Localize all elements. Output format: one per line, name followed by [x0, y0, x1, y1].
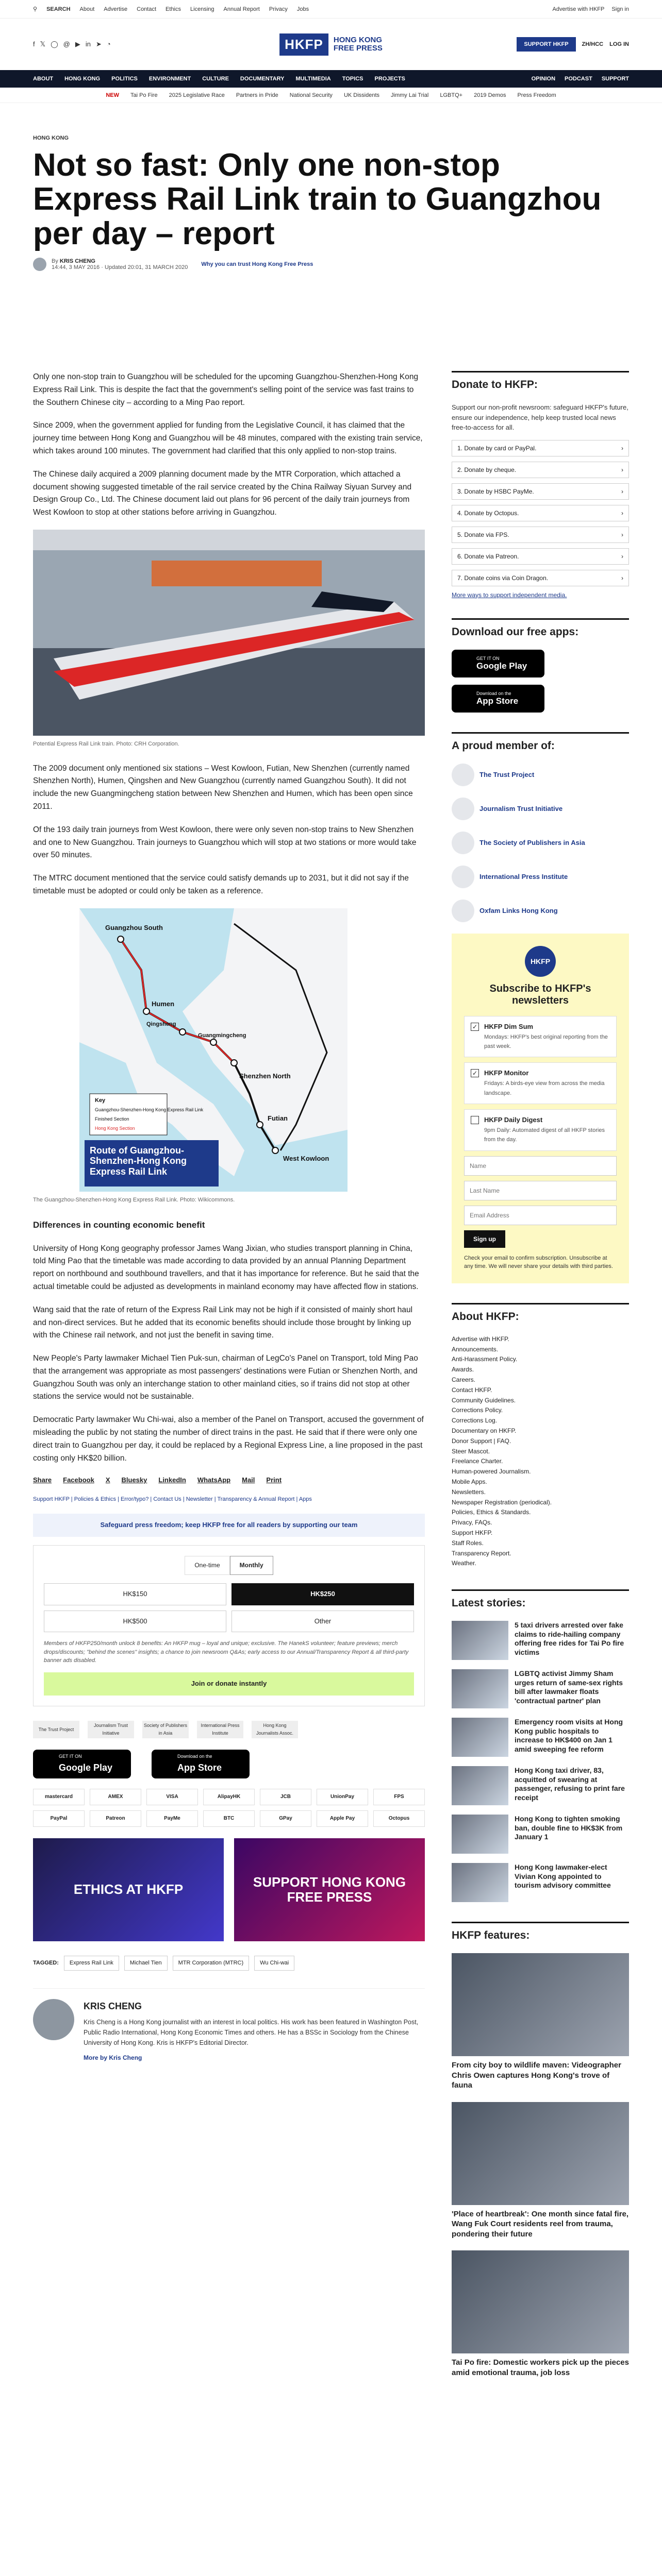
advertise-link[interactable]: Advertise with HKFP	[552, 6, 605, 12]
map-label: Guangzhou South	[105, 923, 163, 931]
store-small: GET IT ON	[476, 655, 500, 661]
instagram-icon[interactable]: ◯	[51, 40, 58, 48]
about-link[interactable]: Corrections Log.	[452, 1417, 498, 1425]
latest-heading: Latest stories:	[452, 1589, 629, 1615]
payment-logo: PayMe	[146, 1810, 198, 1827]
donate-option-label: 4. Donate by Octopus.	[457, 509, 519, 517]
newsletter-name: HKFP Dim Sum	[484, 1022, 534, 1030]
newsletter-logo: HKFP	[525, 946, 556, 977]
util-link-ethics[interactable]: Ethics	[166, 6, 181, 12]
org-logo	[452, 900, 474, 922]
payment-logo: UnionPay	[317, 1789, 368, 1805]
util-link-contact[interactable]: Contact	[137, 6, 157, 12]
ipi-badge[interactable]: International Press Institute	[197, 1721, 243, 1738]
site-header	[0, 19, 662, 70]
newsletter-signup	[452, 934, 629, 1283]
payment-logo: mastercard	[33, 1789, 85, 1805]
member-org[interactable]	[452, 900, 629, 922]
about-links	[452, 1334, 629, 1569]
payment-logo: FPS	[373, 1789, 425, 1805]
about-link[interactable]: Contact HKFP.	[452, 1386, 492, 1394]
paragraph: New People's Party lawmaker Michael Tien Puk-sun, chairman of LegCo's Panel on Transport, told Ming Pao that the arrangement was appropriate as most passengers' destinations were Futian or Shenzhen North, and Guangzhou South was only an interchange station to other mainland cities, so if trains did not stop at other stations the service would not be sustainable.	[33, 1354, 418, 1401]
amount-grid	[44, 1583, 414, 1633]
nav-item-about[interactable]: ABOUT	[33, 76, 54, 82]
map-banner: Route of Guangzhou-Shenzhen-Hong Kong Express Rail Link	[90, 1145, 187, 1177]
donate-option[interactable]	[452, 527, 629, 543]
frequency-toggle	[44, 1556, 414, 1575]
donate-option[interactable]	[452, 462, 629, 478]
publish-date: 14:44, 3 MAY 2016	[52, 264, 100, 270]
org-name: The Society of Publishers in Asia	[479, 839, 585, 846]
nav-item-support[interactable]: SUPPORT	[601, 76, 629, 82]
photo-caption: Potential Express Rail Link train. Photo: CRH Corporation.	[33, 740, 179, 747]
trending-link[interactable]: National Security	[289, 92, 333, 98]
donate-option-label: 2. Donate by cheque.	[457, 466, 517, 473]
store-big: Google Play	[476, 660, 527, 671]
donate-option[interactable]	[452, 440, 629, 456]
membership-note: Members of HKFP250/month unlock 8 benefits: An HKFP mug – loyal and unique; exclusive. The HanekS volunteer; feature previews; merch drops/discounts; "behind the scenes" insights; a chance to join newsroom Q&As; early access to our Annual/Transparency Report & all third-party banner ads disabled.	[44, 1640, 409, 1664]
google-play-button[interactable]	[33, 1750, 131, 1778]
email-input[interactable]	[464, 1206, 617, 1225]
train-photo	[33, 530, 425, 736]
org-name: Journalism Trust Initiative	[479, 805, 563, 812]
about-link[interactable]: Corrections Policy.	[452, 1406, 503, 1414]
share-bluesky[interactable]: Bluesky	[121, 1476, 147, 1484]
newsletter-desc: 9pm Daily: Automated digest of all HKFP stories from the day.	[484, 1127, 605, 1143]
author-avatar-large	[33, 1999, 74, 2040]
paragraph: University of Hong Kong geography professor James Wang Jixian, who studies transport planning in China, told Ming Pao that the timetable was made according to data provided by an annual Planning Department report on northbound and southbound travellers, and that it has importance for reference. But he said that the actual timetable could be adjusted as developments in mainland economy may have affected flow in stations.	[33, 1244, 419, 1291]
sign-up-button[interactable]: Sign up	[464, 1230, 505, 1248]
nav-item-environment[interactable]: ENVIRONMENT	[148, 76, 191, 82]
payment-logo: AlipayHK	[203, 1789, 255, 1805]
share-whatsapp[interactable]: WhatsApp	[197, 1476, 231, 1484]
payment-logo: AMEX	[90, 1789, 141, 1805]
about-link[interactable]: Policies, Ethics & Standards.	[452, 1509, 531, 1516]
chevron-right-icon: ›	[621, 552, 623, 560]
tag[interactable]: Express Rail Link	[64, 1956, 119, 1971]
share-mail[interactable]: Mail	[242, 1476, 255, 1484]
trending-link[interactable]: 2019 Demos	[474, 92, 506, 98]
feature-title: Tai Po fire: Domestic workers pick up the pieces amid emotional trauma, job loss	[452, 2358, 629, 2377]
newsletter-note: Check your email to confirm subscription. Unsubscribe at any time. We will never share your details with third parties.	[464, 1255, 613, 1270]
feature-story[interactable]	[452, 2250, 629, 2378]
search-icon[interactable]: ⚲	[33, 6, 38, 12]
story-title: LGBTQ activist Jimmy Sham urges return of same-sex rights bill after lawmaker floats 'contractual partner' plan	[515, 1669, 623, 1705]
threads-icon[interactable]: @	[63, 40, 70, 48]
about-link[interactable]: Anti-Harassment Policy.	[452, 1355, 518, 1363]
about-link[interactable]: Human-powered Journalism.	[452, 1468, 531, 1476]
paragraph: Democratic Party lawmaker Wu Chi-wai, also a member of the Panel on Transport, accused the government of misleading the public by not stating the number of direct trains in the past. He said that if there were only one direct train to Guangzhou per day, it could be replaced by a Regional Express Line, a line proposed in the past costing only HK$20 billion.	[33, 1415, 424, 1463]
story-title: 5 taxi drivers arrested over fake claims to ride-hailing company offering free rides for Tai Po fire victims	[515, 1621, 624, 1656]
nav-item-hong-kong[interactable]: HONG KONG	[64, 76, 101, 82]
app-store-button[interactable]	[152, 1750, 250, 1778]
about-link[interactable]: Newspaper Registration (periodical).	[452, 1498, 552, 1506]
author-bio: Kris Cheng is a Hong Kong journalist with an interest in local politics. His work has been featured in Washington Post, Public Radio International, Hong Kong Economic Times and others. He has a BSSc in Sociology from the Chinese University of Hong Kong. Kris is HKFP's Editorial Director.	[84, 2019, 419, 2047]
trending-link[interactable]: Press Freedom	[517, 92, 556, 98]
newsletter-option[interactable]	[464, 1016, 617, 1058]
search-link[interactable]: SEARCH	[46, 6, 71, 12]
payment-logo: Octopus	[373, 1810, 425, 1827]
newsletter-option[interactable]	[464, 1109, 617, 1151]
latest-story[interactable]	[452, 1621, 629, 1660]
donate-option-label: 7. Donate coins via Coin Dragon.	[457, 574, 549, 582]
author-avatar	[33, 258, 46, 271]
map-caption: The Guangzhou-Shenzhen-Hong Kong Express Rail Link. Photo: Wikicommons.	[33, 1196, 235, 1203]
util-link-licensing[interactable]: Licensing	[190, 6, 214, 12]
payment-logo: VISA	[146, 1789, 198, 1805]
newsletter-desc: Mondays: HKFP's best original reporting from the past week.	[484, 1033, 608, 1049]
paragraph: The 2009 document only mentioned six stations – West Kowloon, Futian, New Shenzhen (currently named Shenzhen North), Humen, Qingshen and New Guangzhou (currently named Guangzhou South). It did not include the new Guangmingcheng station between New Shenzhen and Humen, which has been open since 2011.	[33, 764, 413, 811]
story-thumbnail	[452, 1863, 508, 1902]
nav-item-projects[interactable]: PROJECTS	[374, 76, 405, 82]
latest-story[interactable]	[452, 1863, 629, 1902]
support-hkfp-button[interactable]: SUPPORT HKFP	[517, 37, 575, 52]
feature-image	[452, 2102, 629, 2205]
language-toggle[interactable]: ZH/HCC	[582, 41, 604, 47]
paragraph: Of the 193 daily train journeys from West Kowloon, there were only seven non-stop trains to New Shenzhen and one to New Guangzhou. Train journeys to Guangzhou which will stop at two stations or more would take over 50 minutes.	[33, 825, 417, 860]
story-thumbnail	[452, 1621, 508, 1660]
about-link[interactable]: Careers.	[452, 1376, 476, 1384]
chevron-right-icon: ›	[621, 531, 623, 538]
payment-logo: Apple Pay	[317, 1810, 368, 1827]
donation-banner[interactable]: Safeguard press freedom; keep HKFP free for all readers by supporting our team	[33, 1514, 425, 1537]
more-by-author-link[interactable]: More by Kris Cheng	[84, 2054, 142, 2062]
google-play-button[interactable]	[452, 650, 544, 677]
paragraph: The Chinese daily acquired a 2009 planning document made by the MTR Corporation, which attached a document showing suggested timetable of the rail service created by the China Railway Siyuan Survey and Design Group Co., Ltd. The Chinese document laid out plans for 96 percent of the daily train journeys from West Kowloon to stop at other stations before arriving in Guangzhou.	[33, 469, 412, 517]
promo-row	[33, 1838, 425, 1941]
donate-option[interactable]	[452, 505, 629, 521]
about-link[interactable]: Weather.	[452, 1560, 476, 1567]
org-logo	[452, 866, 474, 888]
member-org[interactable]	[452, 866, 629, 888]
checkbox-checked-icon[interactable]: ✓	[471, 1023, 479, 1031]
payment-logo: JCB	[260, 1789, 311, 1805]
amount-option-selected[interactable]: HK$250	[231, 1583, 414, 1605]
trending-link[interactable]: UK Dissidents	[343, 92, 380, 98]
trending-link[interactable]: Tai Po Fire	[130, 92, 158, 98]
share-label: Share	[33, 1476, 52, 1484]
donate-option[interactable]	[452, 570, 629, 586]
last-name-input[interactable]	[464, 1181, 617, 1200]
rail-route-map	[79, 908, 347, 1192]
map-label: Guangmingcheng	[198, 1032, 246, 1039]
features-heading: HKFP features:	[452, 1922, 629, 1947]
map-label: Shenzhen North	[239, 1072, 291, 1080]
first-name-input[interactable]	[464, 1156, 617, 1176]
app-store-row	[33, 1750, 425, 1778]
trust-project-badge[interactable]: The Trust Project	[33, 1721, 79, 1738]
social-icons	[33, 40, 111, 48]
apps-heading: Download our free apps:	[452, 618, 629, 643]
story-title: Hong Kong to tighten smoking ban, double fine to HK$3K from January 1	[515, 1815, 623, 1841]
main-nav	[0, 70, 662, 88]
chevron-right-icon: ›	[621, 487, 623, 495]
about-link[interactable]: Steer Mascot.	[452, 1447, 490, 1455]
latest-story[interactable]	[452, 1766, 629, 1805]
org-name: International Press Institute	[479, 873, 568, 880]
hkja-badge[interactable]: Hong Kong Journalists Assoc.	[252, 1721, 298, 1738]
rss-icon[interactable]: ◔	[106, 40, 111, 48]
payment-logo: PayPal	[33, 1810, 85, 1827]
story-thumbnail	[452, 1815, 508, 1854]
donate-text: Support our non-profit newsroom: safeguard HKFP's future, ensure our independence, help keep trusted local news free-to-access for all.	[452, 403, 628, 431]
checkbox-checked-icon[interactable]: ✓	[471, 1069, 479, 1077]
donate-option[interactable]	[452, 548, 629, 565]
nav-item-documentary[interactable]: DOCUMENTARY	[240, 76, 285, 82]
trending-link[interactable]: Partners in Pride	[236, 92, 278, 98]
amount-option[interactable]: HK$500	[44, 1611, 226, 1633]
store-small: Download on the	[476, 690, 511, 696]
about-link[interactable]: Transparency Report.	[452, 1549, 511, 1557]
feature-image	[452, 1953, 629, 2056]
org-logo	[452, 832, 474, 854]
linkedin-icon[interactable]: in	[85, 40, 91, 48]
paragraph: Since 2009, when the government applied for funding from the Legislative Council, it has claimed that the journey time between Hong Kong and Guangzhou will be 48 minutes, compared with the existing train service, which takes around 100 minutes. The government had clarified that this only applied to non-stop trains.	[33, 421, 423, 455]
utility-bar	[0, 0, 662, 19]
map-key-title: Key	[95, 1097, 106, 1104]
chevron-right-icon: ›	[621, 444, 623, 452]
app-store-button[interactable]	[452, 685, 544, 713]
payment-logo: Patreon	[90, 1810, 141, 1827]
about-link[interactable]: Support HKFP.	[452, 1529, 493, 1536]
chevron-right-icon: ›	[621, 466, 623, 473]
about-link[interactable]: Newsletters.	[452, 1488, 486, 1496]
donate-option[interactable]	[452, 483, 629, 500]
map-key-item: Hong Kong Section	[95, 1125, 135, 1131]
story-thumbnail	[452, 1718, 508, 1757]
train-illustration	[33, 530, 425, 736]
telegram-icon[interactable]: ➤	[96, 40, 102, 48]
checkbox-icon[interactable]	[471, 1116, 479, 1124]
login-link[interactable]: LOG IN	[609, 41, 629, 47]
paragraph: The MTRC document mentioned that the service could satisfy demands up to 2031, but it did not say if the timetable must be adopted or could only be taken as a reference.	[33, 874, 409, 895]
share-linkedin[interactable]: LinkedIn	[158, 1476, 186, 1484]
sidebar	[452, 371, 629, 2389]
store-small: GET IT ON	[59, 1754, 82, 1759]
member-org[interactable]	[452, 798, 629, 820]
map-label: Qingsheng	[146, 1021, 176, 1027]
more-ways-link[interactable]: More ways to support independent media.	[452, 591, 567, 599]
org-logo	[452, 764, 474, 786]
policy-links[interactable]: Support HKFP | Policies & Ethics | Error/typo? | Contact Us | Newsletter | Transparency & Annual Report | Apps	[33, 1496, 312, 1503]
feature-title: 'Place of heartbreak': One month since fatal fire, Wang Fuk Court residents reel from trauma, pondering their future	[452, 2209, 629, 2239]
feature-image	[452, 2250, 629, 2353]
org-logo	[452, 798, 474, 820]
story-thumbnail	[452, 1766, 508, 1805]
why-trust-link[interactable]: Why you can trust Hong Kong Free Press	[201, 261, 313, 267]
about-link[interactable]: Announcements.	[452, 1345, 499, 1353]
feature-story[interactable]	[452, 1953, 629, 2091]
latest-story[interactable]	[452, 1718, 629, 1757]
new-label: NEW	[106, 92, 120, 98]
store-small: Download on the	[177, 1754, 212, 1759]
latest-story[interactable]	[452, 1669, 629, 1708]
donate-option-label: 6. Donate via Patreon.	[457, 552, 519, 560]
about-link[interactable]: Community Guidelines.	[452, 1396, 516, 1404]
map-label: West Kowloon	[283, 1154, 329, 1162]
donate-button[interactable]: Join or donate instantly	[44, 1672, 414, 1696]
jti-badge[interactable]: Journalism Trust Initiative	[88, 1721, 134, 1738]
map-label: Futian	[268, 1114, 288, 1122]
newsletter-title: Subscribe to HKFP's newsletters	[489, 982, 591, 1006]
logo-line-2: FREE PRESS	[333, 44, 383, 53]
share-facebook[interactable]: Facebook	[63, 1476, 94, 1484]
nav-item-opinion[interactable]: OPINION	[531, 76, 556, 82]
tags-label: TAGGED:	[33, 1959, 59, 1966]
site-logo[interactable]	[279, 33, 383, 56]
support-promo[interactable]: SUPPORT HONG KONG FREE PRESS	[234, 1838, 425, 1941]
org-name: Oxfam Links Hong Kong	[479, 907, 558, 914]
payment-logo: BTC	[203, 1810, 255, 1827]
subheading: Differences in counting economic benefit	[33, 1220, 205, 1230]
share-print[interactable]: Print	[266, 1476, 282, 1484]
store-big: App Store	[177, 1762, 222, 1773]
trending-bar	[0, 88, 662, 103]
tag[interactable]: Michael Tien	[124, 1956, 168, 1971]
util-link-annual-report[interactable]: Annual Report	[223, 6, 260, 12]
x-icon[interactable]: 𝕏	[40, 40, 46, 48]
member-org[interactable]	[452, 764, 629, 786]
feature-title: From city boy to wildlife maven: Videographer Chris Owen captures Hong Kong's trove of fauna	[452, 2061, 621, 2090]
map-key-item: Finished Section	[95, 1116, 129, 1122]
tag[interactable]: Wu Chi-wai	[254, 1956, 294, 1971]
logo-mark: HKFP	[279, 33, 328, 56]
author-name[interactable]: KRIS CHENG	[59, 258, 95, 264]
logo-line-1: HONG KONG	[333, 35, 383, 44]
author-box-name[interactable]: KRIS CHENG	[84, 2001, 142, 2012]
article-body	[33, 371, 425, 2063]
member-heading: A proud member of:	[452, 732, 629, 757]
newsletter-name: HKFP Daily Digest	[484, 1116, 543, 1124]
newsletter-option[interactable]	[464, 1062, 617, 1104]
donation-widget	[33, 1545, 425, 1706]
nav-item-politics[interactable]: POLITICS	[111, 76, 138, 82]
util-link-jobs[interactable]: Jobs	[296, 6, 309, 12]
about-link[interactable]: Mobile Apps.	[452, 1478, 487, 1485]
about-link[interactable]: Advertise with HKFP.	[452, 1335, 509, 1343]
payment-methods	[33, 1789, 425, 1827]
about-link[interactable]: Awards.	[452, 1366, 474, 1374]
org-name: The Trust Project	[479, 771, 535, 778]
author-box	[33, 1988, 425, 2063]
nav-item-culture[interactable]: CULTURE	[202, 76, 229, 82]
donate-option-label: 5. Donate via FPS.	[457, 531, 509, 538]
nav-item-topics[interactable]: TOPICS	[342, 76, 363, 82]
story-title: Emergency room visits at Hong Kong public hospitals to increase to HK$400 on Jan 1 amid sweeping fee reform	[515, 1718, 623, 1753]
trending-link[interactable]: LGBTQ+	[440, 92, 463, 98]
util-link-advertise[interactable]: Advertise	[104, 6, 128, 12]
story-thumbnail	[452, 1669, 508, 1708]
sign-in-link[interactable]: Sign in	[611, 6, 629, 12]
paragraph: Wang said that the rate of return of the Express Rail Link may not be high if it consisted of mainly short haul and non-direct services. But he added that its economic benefits should include those brought by linking up with the Chinese rail network, and not just the benefit in saving time.	[33, 1305, 413, 1340]
newsletter-desc: Fridays: A birds-eye view from across the media landscape.	[484, 1080, 605, 1096]
about-link[interactable]: Staff Roles.	[452, 1539, 484, 1547]
one-time-tab[interactable]: One-time	[185, 1556, 229, 1575]
map-key-item: Guangzhou-Shenzhen-Hong Kong Express Rail Link	[95, 1107, 204, 1112]
util-link-privacy[interactable]: Privacy	[269, 6, 288, 12]
store-big: Google Play	[59, 1762, 113, 1773]
trending-link[interactable]: Jimmy Lai Trial	[391, 92, 429, 98]
story-title: Hong Kong taxi driver, 83, acquitted of swearing at passenger, refusing to print fare receipt	[515, 1766, 625, 1802]
share-x[interactable]: X	[105, 1476, 110, 1484]
paragraph: Only one non-stop train to Guangzhou will be scheduled for the upcoming Guangzhou-Shenzhen-Hong Kong Express Rail Link. This is despite the fact that the government's selling point of the service was fast trains to the Southern Chinese city – according to a Ming Pao report.	[33, 372, 419, 407]
article-title: Not so fast: Only one non-stop Express Rail Link train to Guangzhou per day – report	[33, 147, 602, 251]
member-org[interactable]	[452, 832, 629, 854]
nav-item-podcast[interactable]: PODCAST	[565, 76, 592, 82]
story-title: Hong Kong lawmaker-elect Vivian Kong appointed to tourism advisory committee	[515, 1863, 611, 1890]
about-heading: About HKFP:	[452, 1303, 629, 1328]
tag[interactable]: MTR Corporation (MTRC)	[173, 1956, 250, 1971]
about-link[interactable]: Privacy, FAQs.	[452, 1519, 492, 1527]
amount-option-other[interactable]: Other	[231, 1611, 414, 1633]
payment-logo: GPay	[260, 1810, 311, 1827]
sopa-badge[interactable]: Society of Publishers in Asia	[142, 1721, 189, 1738]
map-label: Humen	[152, 999, 175, 1008]
byline: By KRIS CHENG 14:44, 3 MAY 2016 · Updated 20:01, 31 MARCH 2020 Why you can trust Hong Kong Free Press	[33, 258, 313, 271]
latest-story[interactable]	[452, 1815, 629, 1854]
section-label[interactable]: HONG KONG	[33, 135, 69, 141]
donate-option-label: 1. Donate by card or PayPal.	[457, 444, 537, 452]
logo-wordmark	[334, 36, 383, 53]
badges-row	[33, 1721, 425, 1738]
about-link[interactable]: Documentary on HKFP.	[452, 1427, 517, 1435]
youtube-icon[interactable]: ▶	[75, 40, 80, 48]
updated-date: Updated 20:01, 31 MARCH 2020	[104, 264, 188, 270]
trending-link[interactable]: 2025 Legislative Race	[169, 92, 225, 98]
newsletter-name: HKFP Monitor	[484, 1069, 529, 1077]
about-link[interactable]: Donor Support | FAQ.	[452, 1437, 511, 1445]
donate-heading: Donate to HKFP:	[452, 371, 629, 396]
monthly-tab[interactable]: Monthly	[230, 1556, 273, 1575]
facebook-icon[interactable]: f	[33, 40, 35, 48]
about-link[interactable]: Freelance Charter.	[452, 1458, 503, 1465]
share-row	[33, 1475, 425, 1486]
ethics-promo[interactable]: ETHICS AT HKFP	[33, 1838, 224, 1941]
chevron-right-icon: ›	[621, 509, 623, 517]
util-link-about[interactable]: About	[79, 6, 95, 12]
chevron-right-icon: ›	[621, 574, 623, 582]
amount-option[interactable]: HK$150	[44, 1583, 226, 1605]
tags-row	[33, 1956, 425, 1971]
store-big: App Store	[476, 696, 519, 706]
donate-option-label: 3. Donate by HSBC PayMe.	[457, 487, 534, 495]
nav-item-multimedia[interactable]: MULTIMEDIA	[295, 76, 331, 82]
feature-story[interactable]	[452, 2102, 629, 2240]
